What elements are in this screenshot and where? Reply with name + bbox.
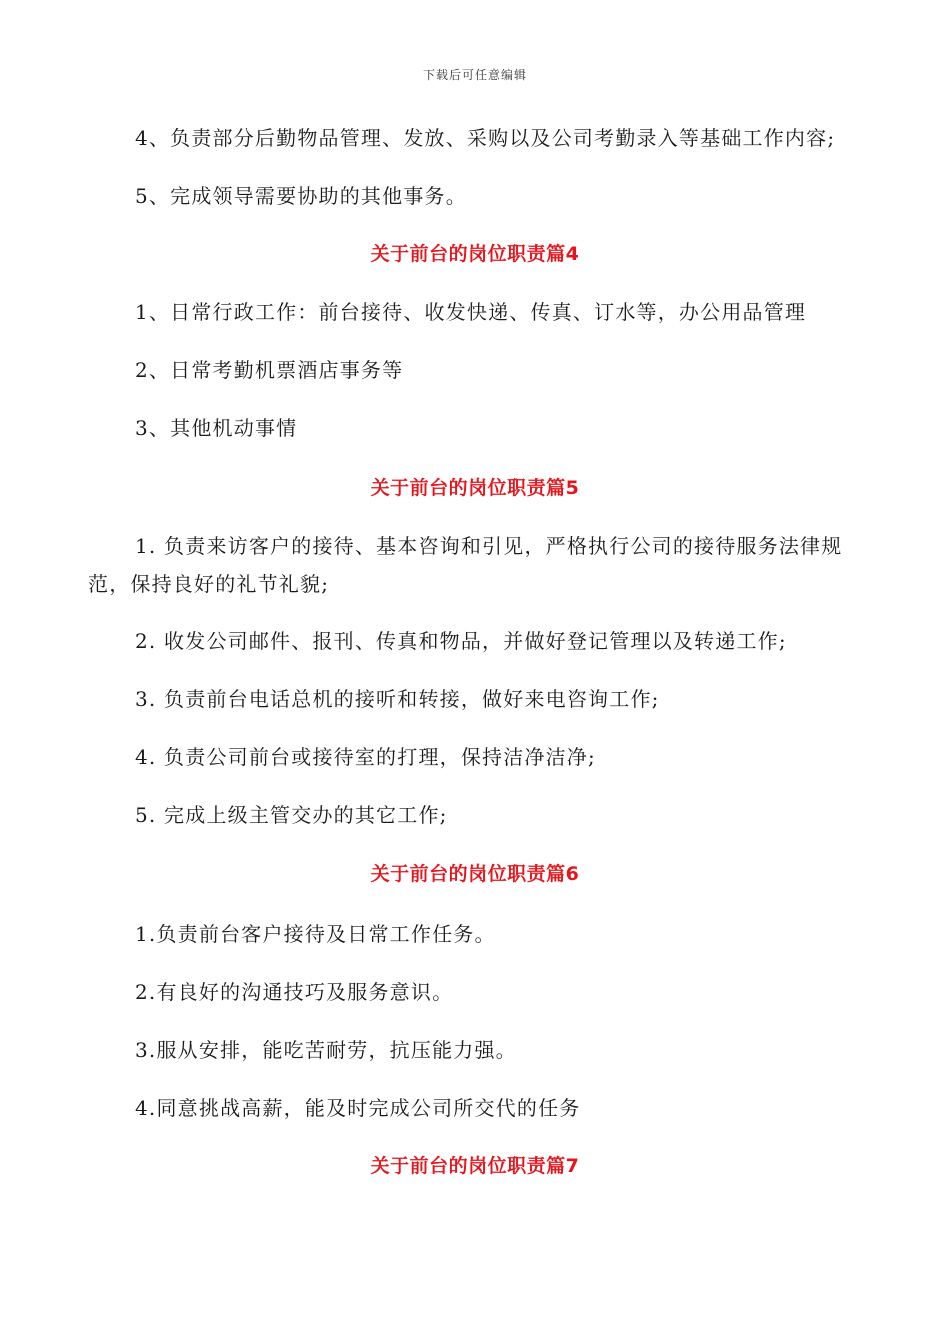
list-item: 3. 负责前台电话总机的接听和转接，做好来电咨询工作;	[135, 687, 660, 711]
list-item: 5、完成领导需要协助的其他事务。	[135, 184, 467, 208]
header-note: 下载后可任意编辑	[422, 68, 527, 82]
list-item: 2、日常考勤机票酒店事务等	[135, 358, 404, 382]
section-heading: 关于前台的岗位职责篇7	[370, 1155, 580, 1177]
list-item: 1、日常行政工作：前台接待、收发快递、传真、订水等，办公用品管理	[135, 300, 807, 324]
list-item: 4.同意挑战高薪，能及时完成公司所交代的任务	[135, 1096, 581, 1120]
list-item: 2.有良好的沟通技巧及服务意识。	[135, 980, 454, 1004]
list-item: 1. 负责来访客户的接待、基本咨询和引见，严格执行公司的接待服务法律规范，保持良好的礼节礼貌;	[88, 534, 843, 596]
list-item: 3.服从安排，能吃苦耐劳，抗压能力强。	[135, 1038, 517, 1062]
list-item: 2. 收发公司邮件、报刊、传真和物品，并做好登记管理以及转递工作;	[135, 629, 787, 653]
list-item: 3、其他机动事情	[135, 416, 298, 440]
list-item: 5. 完成上级主管交办的其它工作;	[135, 803, 448, 827]
list-item: 4. 负责公司前台或接待室的打理，保持洁净洁净;	[135, 745, 596, 769]
list-item: 4、负责部分后勤物品管理、发放、采购以及公司考勤录入等基础工作内容;	[135, 126, 836, 150]
list-item: 1.负责前台客户接待及日常工作任务。	[135, 922, 496, 946]
section-heading: 关于前台的岗位职责篇6	[370, 863, 580, 885]
section-heading: 关于前台的岗位职责篇5	[370, 477, 580, 499]
section-heading: 关于前台的岗位职责篇4	[370, 243, 580, 265]
